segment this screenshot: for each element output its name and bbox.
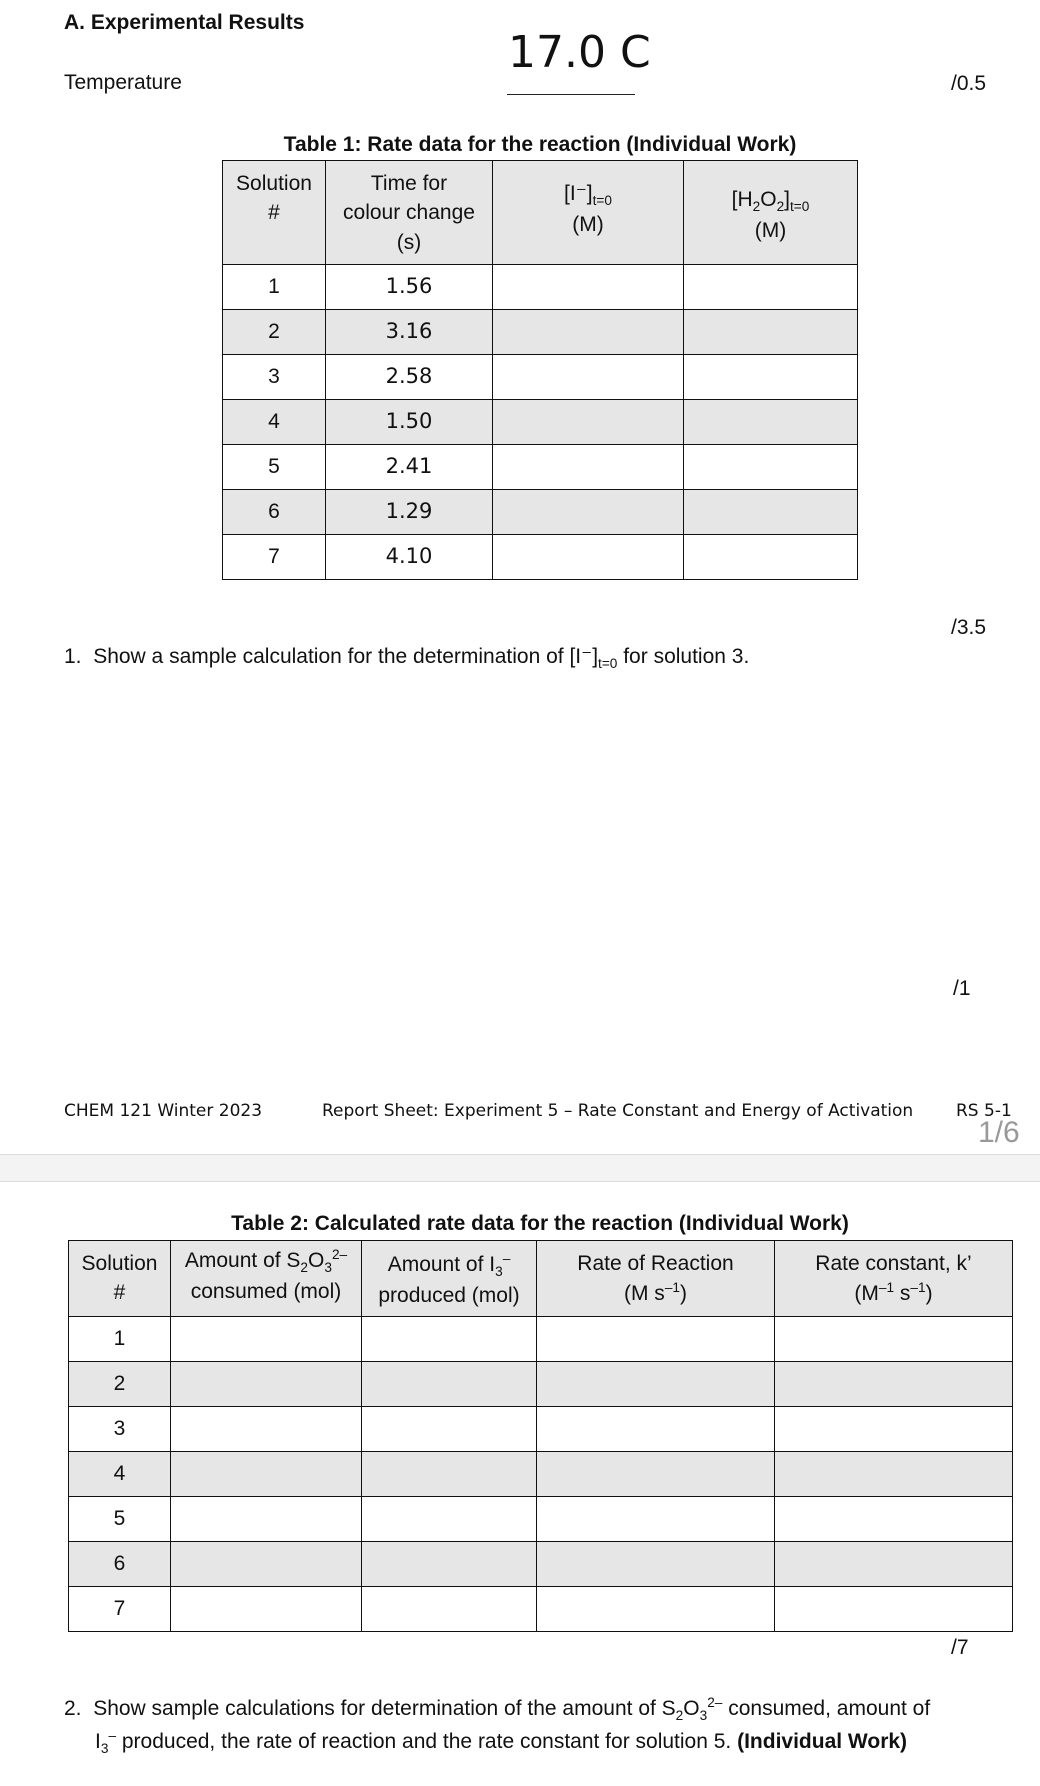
table-row — [69, 1407, 1013, 1452]
header-h2o2-post: ] — [784, 188, 791, 211]
table1-cell-iodide — [493, 355, 684, 400]
table2-mark: /7 — [951, 1636, 969, 1659]
t2-rate-pre: (M s — [623, 1282, 665, 1306]
header-solution-line1: Solution — [236, 172, 312, 195]
table-row — [223, 535, 858, 580]
table2-cell — [775, 1452, 1013, 1497]
table-row — [223, 265, 858, 310]
table-row — [69, 1452, 1013, 1497]
table1-cell-h2o2 — [684, 535, 858, 580]
t2-k-sup2: –1 — [910, 1280, 926, 1296]
table1-cell-time: 4.10 — [326, 535, 493, 580]
table1-header-row — [223, 161, 858, 265]
table2-cell — [171, 1362, 362, 1407]
table2-cell — [537, 1587, 775, 1632]
table-row — [223, 490, 858, 535]
table2-header-thiosulfate — [171, 1241, 362, 1317]
question2-l1-pre: Show sample calculations for determination of the amount of S — [93, 1697, 676, 1720]
question1-mark: /1 — [953, 977, 971, 1000]
table2-header-rate-constant — [775, 1241, 1013, 1317]
table2-cell-solution: 6 — [69, 1542, 171, 1587]
header-h2o2-pre: [H — [731, 188, 753, 211]
table1-cell-h2o2 — [684, 355, 858, 400]
table1-cell-solution: 4 — [223, 400, 326, 445]
question2 — [64, 1693, 930, 1759]
table1-cell-time: 2.58 — [326, 355, 493, 400]
table2-header-rate — [537, 1241, 775, 1317]
header-time-line1: Time for — [370, 172, 448, 195]
header-h2o2-mid: O — [760, 188, 777, 211]
question2-l1-mid: O — [683, 1697, 700, 1720]
table1-mark: /3.5 — [951, 616, 987, 639]
header-h2o2-sub1: 2 — [752, 199, 761, 215]
table2-cell — [775, 1497, 1013, 1542]
table2-cell — [171, 1317, 362, 1362]
table2-cell — [362, 1587, 537, 1632]
table-row — [69, 1542, 1013, 1587]
table2-cell — [537, 1317, 775, 1362]
t2-rate-sup: –1 — [664, 1280, 680, 1296]
t2-rate-line1: Rate of Reaction — [577, 1252, 734, 1275]
table2-header-triiodide — [362, 1241, 537, 1317]
table2-cell-solution: 7 — [69, 1587, 171, 1632]
table1-header-iodide — [493, 161, 684, 265]
table1-cell-iodide — [493, 490, 684, 535]
table1-cell-h2o2 — [684, 490, 858, 535]
question1-text-pre: Show a sample calculation for the determination of [I⁻] — [93, 645, 599, 668]
t2-tri-sup: – — [502, 1251, 511, 1266]
table1-cell-solution: 5 — [223, 445, 326, 490]
t2-k-pre: (M — [854, 1282, 879, 1306]
table2-cell — [171, 1407, 362, 1452]
table2 — [68, 1240, 1013, 1632]
table1-cell-iodide — [493, 265, 684, 310]
table2-cell — [537, 1452, 775, 1497]
table2-cell-solution: 1 — [69, 1317, 171, 1362]
question2-l1-sup: 2– — [707, 1695, 723, 1710]
temperature-mark: /0.5 — [951, 72, 987, 95]
table1-cell-iodide — [493, 400, 684, 445]
table-row — [223, 400, 858, 445]
header-h2o2-sub: t=0 — [790, 199, 810, 215]
table2-cell — [537, 1542, 775, 1587]
table1 — [222, 160, 858, 580]
table2-cell — [362, 1452, 537, 1497]
header-time-line2: colour change — [343, 201, 475, 225]
table2-cell — [171, 1587, 362, 1632]
header-iodide-sub: t=0 — [592, 193, 612, 209]
table1-cell-time: 2.41 — [326, 445, 493, 490]
section-title: A. Experimental Results — [64, 11, 305, 34]
table1-cell-solution: 6 — [223, 490, 326, 535]
table2-header-solution — [69, 1241, 171, 1317]
table1-cell-iodide — [493, 445, 684, 490]
question2-l2-pre: I — [95, 1729, 101, 1753]
table-row — [69, 1362, 1013, 1407]
table2-cell — [362, 1497, 537, 1542]
table1-cell-h2o2 — [684, 400, 858, 445]
table2-cell — [537, 1407, 775, 1452]
t2-k-post: ) — [925, 1282, 933, 1306]
table2-cell — [775, 1407, 1013, 1452]
temperature-value: 17.0 C — [508, 27, 651, 78]
table2-cell — [362, 1317, 537, 1362]
table1-cell-iodide — [493, 535, 684, 580]
table2-cell-solution: 4 — [69, 1452, 171, 1497]
question2-line1 — [64, 1693, 930, 1726]
temperature-label: Temperature — [64, 71, 182, 94]
question2-l2-post: produced, the rate of reaction and the rate constant for solution 5. — [116, 1729, 738, 1753]
table2-cell — [171, 1497, 362, 1542]
question2-l1-post: consumed, amount of — [722, 1697, 931, 1720]
table1-header-solution — [223, 161, 326, 265]
table2-cell — [171, 1542, 362, 1587]
page-indicator: 1/6 — [978, 1116, 1020, 1149]
t2-thio-pre: Amount of S — [184, 1249, 301, 1272]
header-time-line3: (s) — [396, 230, 422, 254]
footer-course: CHEM 121 Winter 2023 — [64, 1101, 263, 1121]
table2-cell — [362, 1407, 537, 1452]
table2-cell — [775, 1542, 1013, 1587]
table1-cell-solution: 7 — [223, 535, 326, 580]
table2-cell-solution: 2 — [69, 1362, 171, 1407]
t2-thio-sub1: 2 — [300, 1260, 309, 1276]
table1-cell-time: 1.50 — [326, 400, 493, 445]
table1-cell-solution: 1 — [223, 265, 326, 310]
page-divider — [0, 1154, 1040, 1182]
table2-cell — [537, 1497, 775, 1542]
table1-cell-time: 1.29 — [326, 490, 493, 535]
table-row — [223, 355, 858, 400]
table1-header-time — [326, 161, 493, 265]
header-h2o2-sub2: 2 — [776, 199, 785, 215]
table-row — [223, 310, 858, 355]
t2-k-mid: s — [894, 1282, 911, 1306]
question2-l1-sub2: 3 — [699, 1708, 708, 1724]
table1-cell-time: 1.56 — [326, 265, 493, 310]
temperature-underline — [507, 94, 635, 95]
header-iodide-unit: (M) — [572, 213, 604, 237]
t2-tri-sub: 3 — [495, 1264, 503, 1280]
table-row — [69, 1497, 1013, 1542]
t2-thio-sup: 2– — [331, 1247, 348, 1262]
table1-title: Table 1: Rate data for the reaction (Individual Work) — [283, 133, 797, 156]
table1-header-h2o2 — [684, 161, 858, 265]
header-solution-line2: # — [268, 201, 280, 225]
question2-line2 — [64, 1726, 930, 1759]
table1-cell-h2o2 — [684, 445, 858, 490]
table2-cell — [775, 1317, 1013, 1362]
question1-text-post: for solution 3. — [617, 645, 750, 668]
header-iodide-conc: [I⁻] — [564, 182, 593, 205]
question2-l2-sub: 3 — [100, 1741, 109, 1757]
table2-cell — [537, 1362, 775, 1407]
table2-cell — [775, 1362, 1013, 1407]
question1 — [64, 642, 749, 674]
t2-header-solution-line1: Solution — [81, 1252, 158, 1275]
table2-cell — [362, 1542, 537, 1587]
table1-cell-time: 3.16 — [326, 310, 493, 355]
table2-cell — [775, 1587, 1013, 1632]
question2-number: 2. — [64, 1697, 82, 1720]
table2-title: Table 2: Calculated rate data for the reaction (Individual Work) — [231, 1212, 849, 1235]
t2-tri-line2: produced (mol) — [378, 1284, 520, 1308]
question1-text-sub: t=0 — [598, 656, 618, 672]
table1-cell-h2o2 — [684, 265, 858, 310]
table2-cell-solution: 3 — [69, 1407, 171, 1452]
table-row — [223, 445, 858, 490]
t2-header-solution-line2: # — [113, 1281, 126, 1305]
t2-thio-mid: O — [308, 1249, 325, 1272]
table1-cell-solution: 2 — [223, 310, 326, 355]
t2-tri-pre: Amount of I — [387, 1253, 496, 1276]
question2-l1-sub1: 2 — [675, 1708, 684, 1724]
table1-cell-h2o2 — [684, 310, 858, 355]
table-row — [69, 1317, 1013, 1362]
table1-cell-solution: 3 — [223, 355, 326, 400]
table2-cell — [362, 1362, 537, 1407]
question2-l2-bold: (Individual Work) — [737, 1729, 908, 1753]
table1-cell-iodide — [493, 310, 684, 355]
table-row — [69, 1587, 1013, 1632]
footer-code: RS 5-1 — [956, 1101, 1012, 1121]
t2-thio-sub2: 3 — [324, 1260, 332, 1276]
footer-title: Report Sheet: Experiment 5 – Rate Constant and Energy of Activation — [322, 1101, 914, 1121]
table2-header-row — [69, 1241, 1013, 1317]
table2-cell — [171, 1452, 362, 1497]
t2-rate-post: ) — [680, 1282, 687, 1306]
header-h2o2-unit: (M) — [754, 219, 787, 243]
table2-cell-solution: 5 — [69, 1497, 171, 1542]
question2-l2-sup: – — [108, 1727, 117, 1743]
t2-k-line1: Rate constant, k’ — [815, 1252, 972, 1275]
t2-k-sup1: –1 — [878, 1280, 895, 1296]
question1-number: 1. — [64, 645, 82, 668]
t2-thio-line2: consumed (mol) — [190, 1280, 342, 1304]
